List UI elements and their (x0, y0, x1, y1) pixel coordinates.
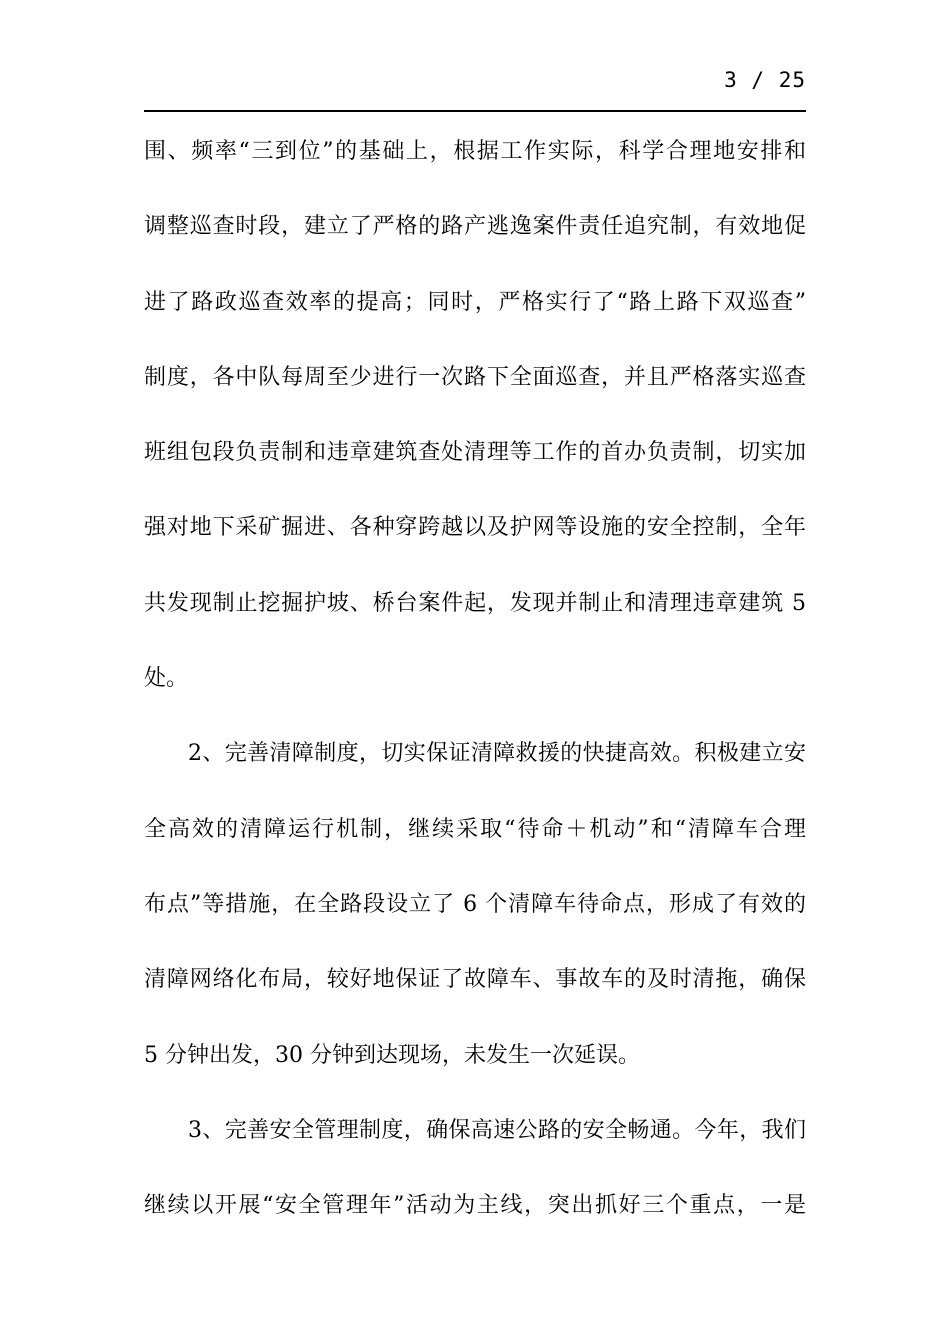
text-line: 继续以开展“安全管理年”活动为主线，突出抓好三个重点，一是 (144, 1193, 806, 1219)
text-line: 围、频率“三到位”的基础上，根据工作实际，科学合理地安排和 (144, 139, 806, 164)
text-line: 处。 (144, 666, 189, 692)
text-line: 2、完善清障制度，切实保证清障救援的快捷高效。积极建立安 (188, 741, 806, 767)
text-line: 调整巡查时段，建立了严格的路产逃逸案件责任追究制，有效地促 (144, 214, 806, 240)
text-line: 制度，各中队每周至少进行一次路下全面巡查，并且严格落实巡查 (144, 364, 806, 390)
text-line: 3、完善安全管理制度，确保高速公路的安全畅通。今年，我们 (188, 1117, 806, 1143)
text-line: 清障网络化布局，较好地保证了故障车、事故车的及时清拖，确保 (144, 967, 806, 993)
header-rule (144, 110, 806, 112)
page-number: 3 / 25 (724, 68, 806, 92)
text-line: 进了路政巡查效率的提高；同时，严格实行了“路上路下双巡查” (144, 289, 806, 315)
text-line: 全高效的清障运行机制，继续采取“待命＋机动”和“清障车合理 (144, 816, 806, 842)
text-line: 5 分钟出发，30 分钟到达现场，未发生一次延误。 (144, 1042, 640, 1068)
document-body (144, 133, 806, 1262)
text-line: 班组包段负责制和违章建筑查处清理等工作的首办负责制，切实加 (144, 440, 806, 466)
text-line: 强对地下采矿掘进、各种穿跨越以及护网等设施的安全控制，全年 (144, 515, 806, 541)
text-line: 共发现制止挖掘护坡、桥台案件起，发现并制止和清理违章建筑 5 (144, 590, 806, 616)
text-line: 布点”等措施，在全路段设立了 6 个清障车待命点，形成了有效的 (144, 891, 806, 917)
